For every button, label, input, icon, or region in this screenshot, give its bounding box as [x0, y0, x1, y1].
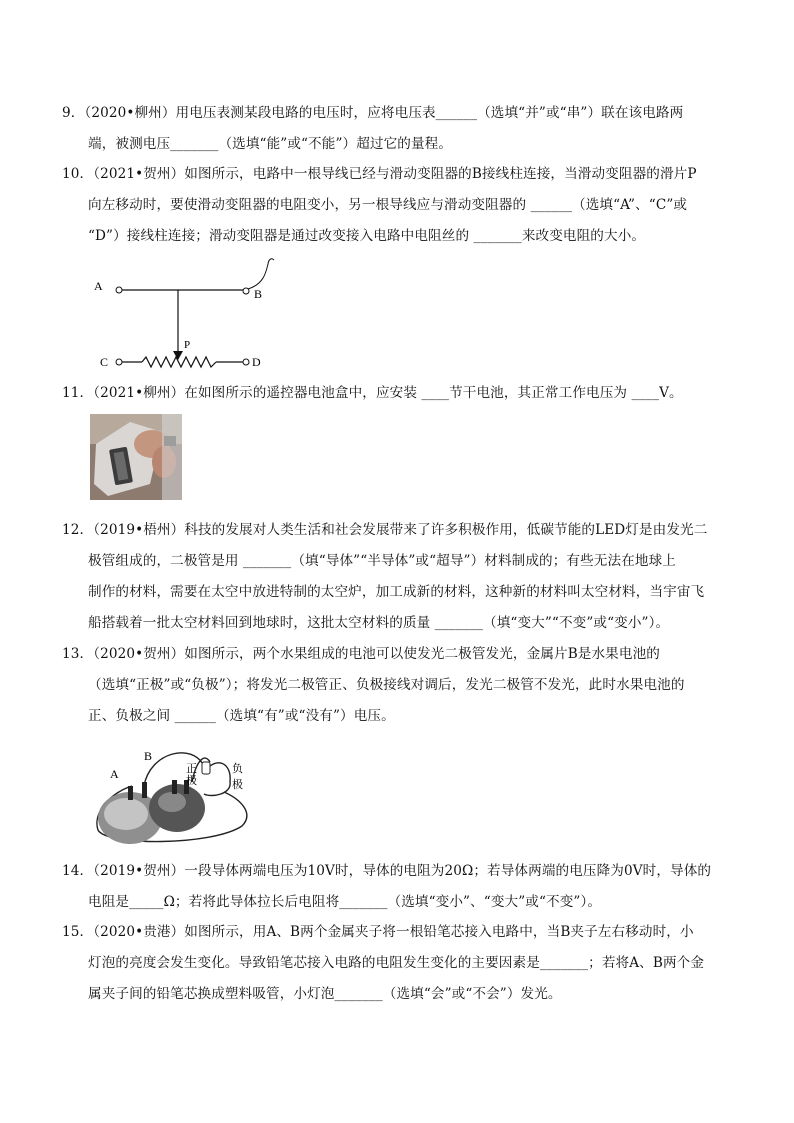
- question-line: 14．（2019•贺州）一段导体两端电压为10V时，导体的电阻为20Ω；若导体两端的电压降为0V时，导体的: [62, 863, 712, 879]
- label-negative-2: 极: [232, 779, 243, 791]
- metal-sheet-a: [128, 786, 133, 800]
- slider-label: P: [184, 339, 191, 351]
- terminal-c-label: C: [100, 355, 109, 369]
- question-line: 属夹子间的铅笔芯换成塑料吸管，小灯泡_______（选填“会”或“不会”）发光。: [88, 986, 562, 1002]
- question-line: （选填“正极”或“负极”）；将发光二极管正、负极接线对调后，发光二极管不发光，此时水果电池的: [88, 677, 685, 693]
- label-positive-1: 正: [186, 763, 197, 775]
- connected-wire: [248, 259, 274, 289]
- label-negative-1: 负: [232, 763, 243, 775]
- question-line: 灯泡的亮度会发生变化。导致铅笔芯接入电路的电阻发生变化的主要因素是_______；若将A、B两个金: [88, 955, 705, 971]
- led-diode: [202, 762, 210, 774]
- question-line: “D”）接线柱连接；滑动变阻器是通过改变接入电路中电阻丝的 _______来改变电阻的大小。: [88, 228, 646, 244]
- question-line: 正、负极之间 ______（选填“有”或“没有”）电压。: [88, 708, 395, 724]
- battery-compartment-photo: [90, 414, 182, 500]
- question-line: 端，被测电压_______（选填“能”或“不能”）超过它的量程。: [88, 136, 453, 152]
- question-10: [62, 159, 730, 252]
- metal-sheet-b: [142, 782, 147, 798]
- question-line: 15．（2020•贵港）如图所示，用A、B两个金属夹子将一根铅笔芯接入电路中，当B夹子左右移动时，小: [62, 924, 694, 940]
- terminal-d: [243, 359, 249, 365]
- question-11: [62, 378, 730, 409]
- terminal-a: [116, 287, 122, 293]
- terminal-b-label: B: [254, 287, 263, 301]
- question-9: [62, 98, 730, 160]
- slider-arrow: [173, 351, 183, 360]
- question-line: 10．（2021•贺州）如图所示，电路中一根导线已经与滑动变阻器的B接线柱连接，当滑动变阻器的滑片P: [62, 166, 697, 182]
- resistance-wire: [142, 357, 216, 367]
- fruit-battery-figure: [92, 742, 262, 846]
- label-b: B: [144, 749, 153, 763]
- question-line: 11．（2021•柳州）在如图所示的遥控器电池盒中，应安装 ____节干电池，其正常工作电压为 ____V。: [62, 385, 683, 401]
- question-15: [62, 917, 730, 1010]
- question-line: 13．（2020•贺州）如图所示，两个水果组成的电池可以使发光二极管发光，金属片B是水果电池的: [62, 646, 660, 662]
- question-13: [62, 639, 730, 732]
- question-line: 向左移动时，要使滑动变阻器的电阻变小，另一根导线应与滑动变阻器的 ______（选填“A”、“C”或: [88, 197, 688, 213]
- terminal-c: [116, 359, 122, 365]
- question-line: 12．（2019•梧州）科技的发展对人类生活和社会发展带来了许多积极作用，低碳节能的LED灯是由发光二: [62, 522, 708, 538]
- question-line: 电阻是_____Ω；若将此导体拉长后电阻将_______（选填“变小”、“变大”或“不变”）。: [88, 894, 602, 910]
- rheostat-diagram: [86, 254, 286, 374]
- label-positive-2: 极: [186, 775, 197, 787]
- question-line: 极管组成的，二极管是用 _______（填“导体”“半导体”或“超导”）材料制成的；有些无法在地球上: [88, 553, 676, 569]
- question-line: 船搭载着一批太空材料回到地球时，这批太空材料的质量 _______（填“变大”“不变”或“变小”）。: [88, 615, 670, 631]
- question-line: 9．（2020•柳州）用电压表测某段电路的电压时，应将电压表______（选填“并”或“串”）联在该电路两: [62, 105, 684, 121]
- terminal-a-label: A: [94, 279, 103, 293]
- question-14: [62, 856, 730, 918]
- label-a: A: [110, 767, 119, 781]
- question-12: [62, 515, 730, 639]
- question-line: 制作的材料，需要在太空中放进特制的太空炉，加工成新的材料，这种新的材料叫太空材料，当宇宙飞: [88, 584, 705, 600]
- terminal-d-label: D: [252, 355, 261, 369]
